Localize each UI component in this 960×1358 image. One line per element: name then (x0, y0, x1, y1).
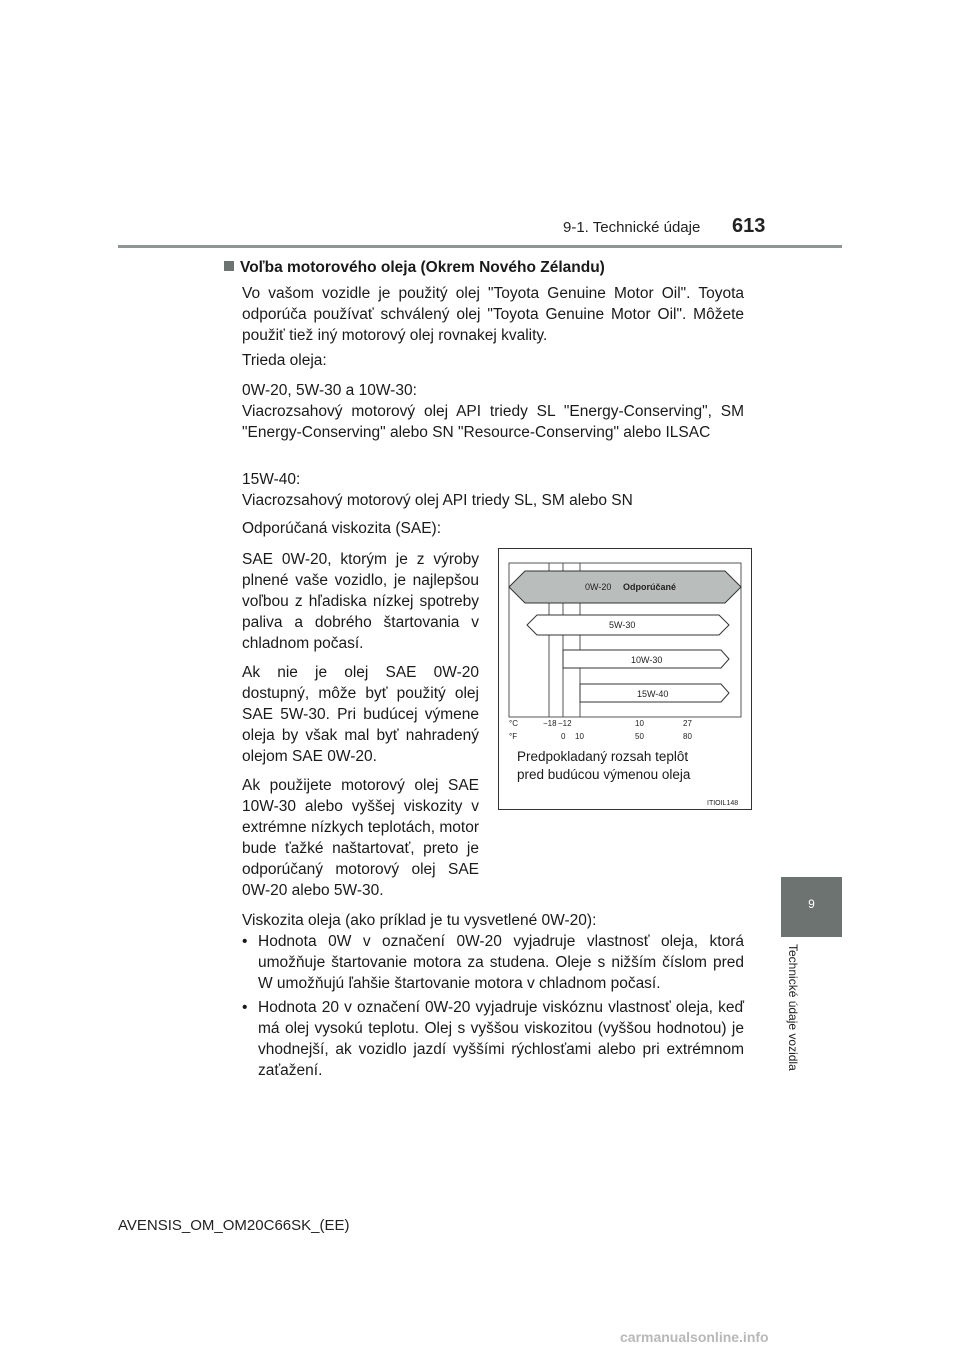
viscosity-figure (498, 548, 752, 810)
column-paragraph-1: SAE 0W-20, ktorým je z výroby plnené vaše vozidlo, je najlepšou voľbou z hľadiska nízkej spotreby paliva a dobrého štartovania v chladnom počasí. (242, 551, 479, 652)
grades-1: 0W-20, 5W-30 a 10W-30: (242, 382, 417, 399)
bar-0w20-grade: 0W-20 (585, 582, 612, 592)
square-bullet-icon (224, 261, 234, 271)
chapter-tab: 9 (781, 877, 842, 937)
bar-0w20-note: Odporúčané (623, 582, 677, 592)
bullet-item-2 (242, 997, 744, 1081)
bullet-item-1 (242, 931, 744, 994)
unit-fahrenheit: °F (509, 732, 518, 741)
bullet-text-1: Hodnota 0W v označení 0W-20 vyjadruje vlastnosť oleja, ktorá umožňuje štartovanie motora za studena. Oleje s nižším číslom pred W umožňujú ľahšie štartovanie motora v chladnom počasí. (258, 933, 744, 992)
bar-5w30-grade: 5W-30 (609, 620, 636, 630)
section-title: 9-1. Technické údaje (563, 219, 701, 236)
tick-f-4: 80 (683, 732, 692, 741)
grades-2-desc: Viacrozsahový motorový olej API triedy SL, SM alebo SN (242, 492, 633, 509)
unit-celsius: °C (509, 719, 518, 728)
column-paragraph-2: Ak nie je olej SAE 0W-20 dostupný, môže byť použitý olej SAE 5W-30. Pri budúcej výmene oleja by však mal byť nahradený olejom SAE 0W-20. (242, 664, 479, 765)
bullet-dot: • (242, 999, 248, 1016)
bullet-text-2: Hodnota 20 v označení 0W-20 vyjadruje viskóznu vlastnosť oleja, keď má olej vysokú teplotu. Olej s vyššou viskozitou (vyššou hodnotou) je vhodnejší, ak vozidlo jazdí vyššími rýchlosťami alebo pri extrémnom zaťažení. (258, 999, 744, 1079)
chapter-label: Technické údaje vozidla (786, 944, 800, 1071)
intro-paragraph: Vo vašom vozidle je použitý olej "Toyota Genuine Motor Oil". Toyota odporúča používať schválený olej "Toyota Genuine Motor Oil". Môžete použiť tiež iný motorový olej rovnakej kvality. (242, 285, 744, 344)
watermark: carmanualsonline.info (620, 1329, 769, 1345)
tick-f-1: 0 (561, 732, 566, 741)
tick-c-1: −18 (543, 719, 557, 728)
example-intro: Viskozita oleja (ako príklad je tu vysvetlené 0W-20): (242, 912, 597, 929)
grades-block-2 (242, 469, 744, 511)
tick-f-3: 50 (635, 732, 644, 741)
header-rule (118, 245, 842, 248)
viscosity-label: Odporúčaná viskozita (SAE): (242, 520, 442, 537)
tick-c-2: −12 (558, 719, 572, 728)
oil-class-label: Trieda oleja: (242, 352, 327, 369)
grades-block-1 (242, 380, 744, 443)
section-heading (224, 259, 605, 277)
document-code: AVENSIS_OM_OM20C66SK_(EE) (118, 1217, 350, 1234)
tick-c-3: 10 (635, 719, 644, 728)
grades-1-desc: Viacrozsahový motorový olej API triedy SL "Energy-Conserving", SM "Energy-Conserving" alebo SN "Resource-Conserving" alebo ILSAC (242, 403, 744, 441)
bar-15w40-grade: 15W-40 (637, 689, 669, 699)
bullet-dot: • (242, 933, 248, 950)
grades-2: 15W-40: (242, 471, 301, 488)
caption-line-2: pred budúcou výmenou oleja (517, 767, 691, 782)
tick-f-2: 10 (575, 732, 584, 741)
figure-id: ITIOIL148 (707, 800, 739, 807)
page-number: 613 (732, 215, 766, 237)
tick-c-4: 27 (683, 719, 692, 728)
heading-text: Voľba motorového oleja (Okrem Nového Zélandu) (240, 259, 605, 276)
column-paragraph-3: Ak použijete motorový olej SAE 10W-30 alebo vyššej viskozity v extrémne nízkych teplotách, motor bude ťažké naštartovať, preto je odporúčaný motorový olej SAE 0W-20 alebo 5W-30. (242, 777, 479, 899)
bar-10w30-grade: 10W-30 (631, 655, 663, 665)
caption-line-1: Predpokladaný rozsah teplôt (517, 749, 689, 764)
